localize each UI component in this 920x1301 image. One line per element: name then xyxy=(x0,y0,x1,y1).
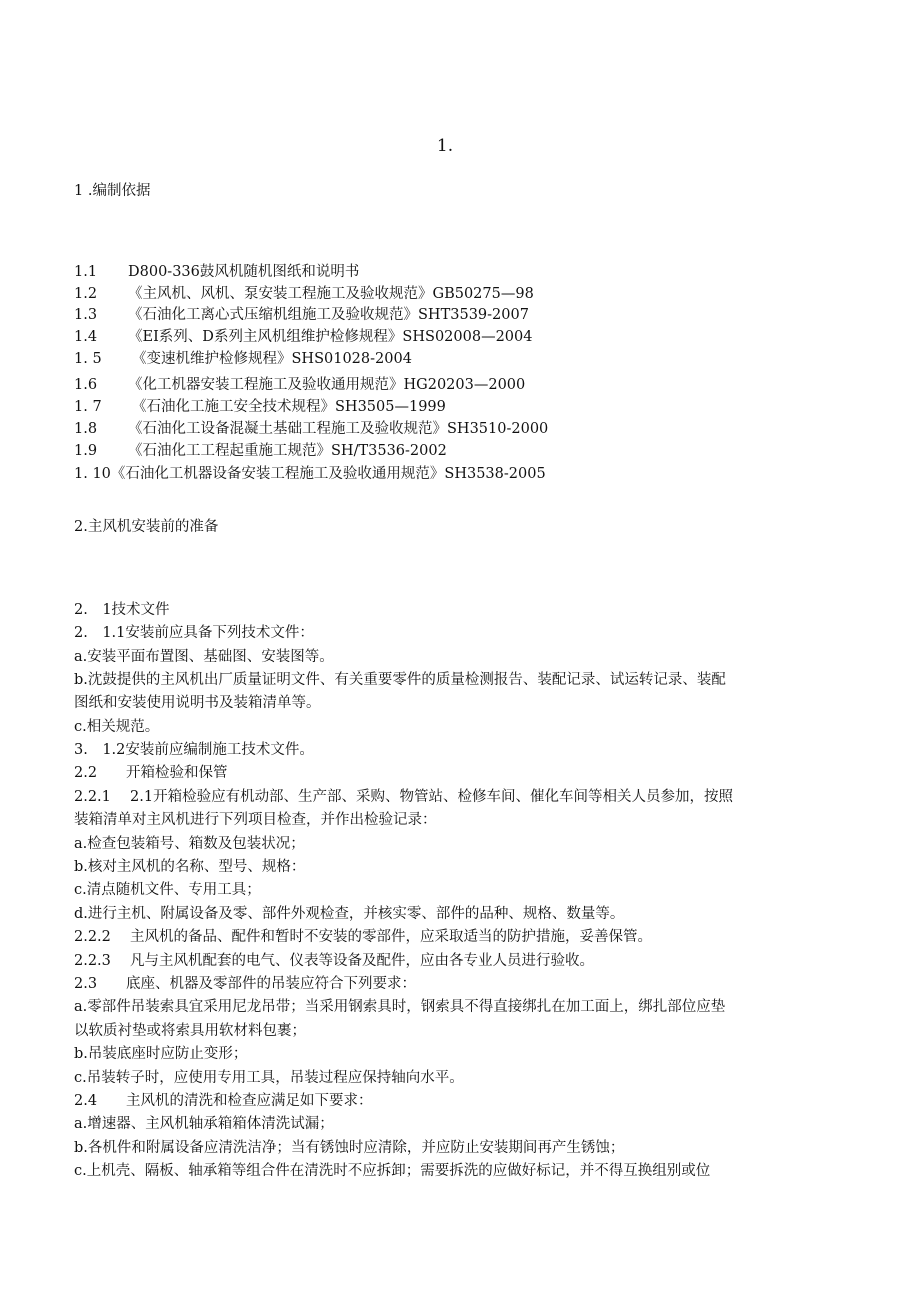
body-line: a.检查包装箱号、箱数及包装状况； xyxy=(74,836,305,852)
section-heading-1: 1 .编制依据 xyxy=(74,183,151,199)
reference-text: 《石油化工工程起重施工规范》SH/T3536-2002 xyxy=(128,443,447,459)
reference-number: 1.8 xyxy=(74,421,98,437)
body-line: a.零部件吊装索具宜采用尼龙吊带；当采用钢索具时，钢索具不得直接绑扎在加工面上，绑扎部位应垫 xyxy=(74,999,726,1015)
body-line: 2.2.3 凡与主风机配套的电气、仪表等设备及配件，应由各专业人员进行验收。 xyxy=(74,953,595,969)
reference-item xyxy=(74,305,529,325)
body-line: d.进行主机、附属设备及零、部件外观检查，并核实零、部件的品种、规格、数量等。 xyxy=(74,906,625,922)
reference-text: 《主风机、风机、泵安装工程施工及验收规范》GB50275—98 xyxy=(128,286,534,302)
reference-item xyxy=(74,441,447,461)
reference-number: 1. 5 xyxy=(74,351,102,367)
body-line: 2. 1.1安装前应具备下列技术文件： xyxy=(74,625,314,641)
reference-number: 1.2 xyxy=(74,286,98,302)
body-line: 2.2 开箱检验和保管 xyxy=(74,765,228,781)
body-line: 3. 1.2安装前应编制施工技术文件。 xyxy=(74,742,314,758)
reference-text: 《石油化工机器设备安装工程施工及验收通用规范》SH3538-2005 xyxy=(110,466,546,482)
reference-number: 1.1 xyxy=(74,264,98,280)
reference-item xyxy=(74,284,534,304)
section-heading-2: 2.主风机安装前的准备 xyxy=(74,519,219,535)
reference-number: 1.9 xyxy=(74,443,98,459)
reference-number: 1.6 xyxy=(74,377,98,393)
body-line: c.上机壳、隔板、轴承箱等组合件在清洗时不应拆卸；需要拆洗的应做好标记，并不得互换组别或位 xyxy=(74,1163,711,1179)
reference-item xyxy=(74,262,359,282)
reference-text: 《石油化工离心式压缩机组施工及验收规范》SHT3539-2007 xyxy=(128,307,529,323)
reference-number: 1.4 xyxy=(74,329,98,345)
reference-item xyxy=(74,349,412,369)
reference-text: 《石油化工施工安全技术规程》SH3505—1999 xyxy=(132,399,446,415)
reference-text: 《EI系列、D系列主风机组维护检修规程》SHS02008—2004 xyxy=(128,329,533,345)
body-line: 2.4 主风机的清洗和检查应满足如下要求： xyxy=(74,1093,373,1109)
body-line: 2.2.2 主风机的备品、配件和暂时不安装的零部件，应采取适当的防护措施，妥善保管。 xyxy=(74,929,652,945)
body-line: c.吊装转子时，应使用专用工具，吊装过程应保持轴向水平。 xyxy=(74,1070,464,1086)
body-line: b.沈鼓提供的主风机出厂质量证明文件、有关重要零件的质量检测报告、装配记录、试运转记录、装配 xyxy=(74,672,726,688)
body-line: a.安装平面布置图、基础图、安装图等。 xyxy=(74,649,334,665)
body-line: a.增速器、主风机轴承箱箱体清洗试漏； xyxy=(74,1116,334,1132)
reference-item xyxy=(74,375,525,395)
page-title: 1. xyxy=(436,136,454,156)
reference-text: 《变速机维护检修规程》SHS01028-2004 xyxy=(132,351,412,367)
body-line: 2. 1技术文件 xyxy=(74,602,170,618)
body-line: b.各机件和附属设备应清洗洁净；当有锈蚀时应清除，并应防止安装期间再产生锈蚀； xyxy=(74,1140,625,1156)
body-line: 2.3 底座、机器及零部件的吊装应符合下列要求： xyxy=(74,976,417,992)
body-line: c.相关规范。 xyxy=(74,719,160,735)
body-line: 装箱清单对主风机进行下列项目检查，并作出检验记录： xyxy=(74,812,437,828)
body-line: c.清点随机文件、专用工具； xyxy=(74,882,261,898)
reference-number: 1. 7 xyxy=(74,399,102,415)
body-line: 图纸和安装使用说明书及装箱清单等。 xyxy=(74,695,321,711)
reference-text: 《石油化工设备混凝土基础工程施工及验收规范》SH3510-2000 xyxy=(128,421,549,437)
body-line: 2.2.1 2.1开箱检验应有机动部、生产部、采购、物管站、检修车间、催化车间等相关人员参加，按照 xyxy=(74,789,734,805)
body-line: b.核对主风机的名称、型号、规格： xyxy=(74,859,306,875)
reference-number: 1.3 xyxy=(74,307,98,323)
reference-item xyxy=(74,327,532,347)
reference-item xyxy=(74,419,548,439)
body-line: 以软质衬垫或将索具用软材料包裹； xyxy=(74,1023,306,1039)
body-line: b.吊装底座时应防止变形； xyxy=(74,1046,248,1062)
reference-text: 《化工机器安装工程施工及验收通用规范》HG20203—2000 xyxy=(128,377,526,393)
reference-item xyxy=(74,397,446,417)
reference-number: 1. 10 xyxy=(74,466,111,482)
reference-item xyxy=(74,464,546,484)
reference-text: D800-336鼓风机随机图纸和说明书 xyxy=(128,264,360,280)
